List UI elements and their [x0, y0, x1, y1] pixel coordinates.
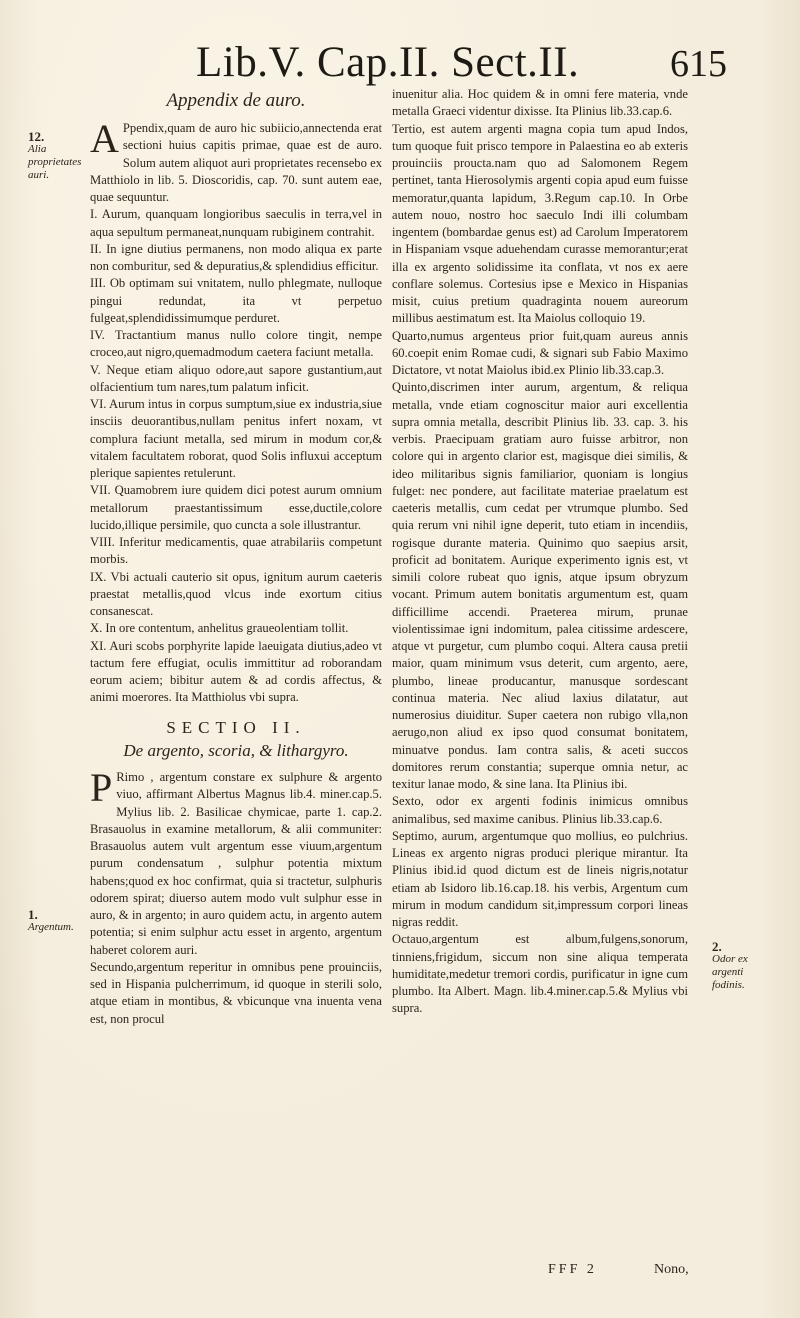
margin-note-number: 1. [28, 907, 38, 922]
body-paragraph: Octauo,argentum est album,fulgens,sonorum, tinniens,frigidum, siccum non sine aliqua temperata humiditate,medetur tremori cordis, purificatur in igne cum plumbo. Ita Albert. Magn. lib.4.miner.cap.5.& Mylius vbi supra. [392, 932, 688, 1016]
margin-note-text: Argentum. [28, 921, 74, 933]
left-column [90, 86, 382, 1028]
body-paragraph: inuenitur alia. Hoc quidem & in omni fere materia, vnde metalla Graeci videntur dixisse. Ita Plinius lib.33.cap.6. [392, 87, 688, 119]
appendix-item: VIII. Inferitur medicamentis, quae atrabilariis competunt morbis. [90, 535, 382, 567]
appendix-item: VI. Aurum intus in corpus sumptum,siue ex industria,siue insciis deuorantibus,nullam penitus infert noxam, vt complura faciunt metalla, sed mirum in modum cor,& vitalem facultatem roborat, quod Solis influxui acceptum plerique sapientes retulerunt. [90, 397, 382, 480]
signature-mark: FFF 2 [548, 1262, 597, 1277]
section-heading: SECTIO II. [166, 717, 306, 737]
appendix-item: VII. Quamobrem iure quidem dici potest aurum omnium metallorum praestantissimum esse,ductile,colore lucido,illique persimile, quo cuncta a sole illustrantur. [90, 483, 382, 532]
appendix-item: I. Aurum, quanquam longioribus saeculis in terra,vel in aqua sepultum permaneat,nunquam rubiginem contrahit. [90, 207, 382, 239]
right-column [392, 86, 688, 1018]
appendix-item: V. Neque etiam aliquo odore,aut sapore gustantium,aut olfacientium tum nares,tum palatum inficit. [90, 362, 382, 394]
appendix-item: III. Ob optimam sui vnitatem, nullo phlegmate, nulloque pingui redundat, ita vt perpetuo fulgeat,splendidissimumque perduret. [90, 276, 382, 325]
margin-note-text: Odor ex argenti fodinis. [712, 953, 748, 991]
body-paragraph: Sexto, odor ex argenti fodinis inimicus omnibus animalibus, sed maxime canibus. Plinius lib.33.cap.6. [392, 794, 688, 826]
appendix-item: XI. Auri scobs porphyrite lapide laeuigata diutius,adeo vt tactum fere effugiat, oculis immittitur ad roborandam eorum aciem; bibitur autem & ad cordis affectus, & animi moerores. Ita Matthiolus vbi supra. [90, 638, 382, 705]
body-paragraph: Septimo, aurum, argentumque quo mollius, eo pulchrius. Lineas ex argento nigras produci plerique mirantur. Ita Plinius ibid.id quod dictum est de lineis nigris,notatur etiam ab Isidoro lib.16.cap.18. his verbis, Argentum cum mirum in modum candidum sit,impressum corpori lineas nigras reddit. [392, 828, 688, 929]
running-head: Lib.V. Cap.II. Sect.II. [196, 39, 580, 86]
margin-note-number: 12. [28, 129, 45, 144]
margin-note-text: Alia proprietates auri. [28, 143, 82, 181]
appendix-item: IV. Tractantium manus nullo colore tingit, nempe croceo,aut nigro,quemadmodum caetera faciunt metalla. [90, 328, 382, 360]
section-subtitle: De argento, scoria, & lithargyro. [123, 740, 349, 760]
appendix-item: IX. Vbi actuali cauterio sit opus, ignitum aurum caeteris praestat metallis,quod vlcus inde exortum citius consanescat. [90, 569, 382, 618]
appendix-intro-text: Ppendix,quam de auro hic subiicio,annectenda erat sectioni huius capitis primae, quae est de auro. Solum autem aliquot auri proprietates recensebo ex Matthiolo in lib. 5. Dioscoridis, cap. 70. sunt autem eae, quae sequuntur. [90, 121, 382, 204]
appendix-title: Appendix de auro. [166, 90, 306, 111]
section-paragraph [90, 765, 382, 959]
section-paragraph: Secundo,argentum reperitur in omnibus pene prouinciis, sed in Hispania pulcherrimum, id quoque in sterili solo, atque etiam in montibus, & vbicunque vna inuenta vena est, non procul [90, 959, 382, 1026]
page-header [0, 34, 800, 94]
margin-note [28, 908, 84, 934]
appendix-item: II. In igne diutius permanens, non modo aliqua ex parte non comburitur, sed & depuratius,& splendidius efficitur. [90, 241, 382, 273]
margin-note [712, 940, 776, 992]
appendix-item: X. In ore contentum, anhelitus graueolentiam tollit. [90, 621, 349, 636]
drop-cap: P [90, 765, 113, 810]
body-paragraph: Quinto,discrimen inter aurum, argentum, & reliqua metalla, vnde etiam cognoscitur maior auri excellentia supra omnia metalla, describit Plinius lib. 33. cap. 3. his verbis. Praecipuam gratiam auro fuisse arbitror, non colore qui in argento clarior est, magisque diei similis, & ideo militaribus signis familiarior, quoniam is longius fulget: nec pondere, aut facilitate materiae praelatum est caeteris metallis, cum cedat per vtrumque plumbo. Sed quia rerum vni nihil igne deperit, tuto etiam in incendiis, rogisque durante materia. Quinimo quo saepius arsit, proficit ad bonitatem. Aurique experimento ignis est, vt simili colore rubeat quo ignis, atque ipsum obryzum vocant. Primum autem bonitatis argumentum est, quam difficillime accendi. Praeterea mirum, prunae violentissimae igni indomitum, palea citissime ardescere, atque vt purgetur, cum plumbo coqui. Altera causa pretii maior, quam minimum vsus deterit, cum argento, aere, plumbo, lineae producantur, manusque sordescant continua materia. Nec aliud laxius dilatatur, aut numerosius diuiditur. Super caetera non rubigo vlla,non aerugo,non aliud ex ipso quod consumat bonitatem, minuatve pondus. Iam contra salis, & aceti succos domitores rerum constantia; superque omnia netur, ac texitur lanae modo, & sine lana. Ita Plinius ibi. [392, 380, 688, 791]
drop-cap: A [90, 116, 119, 161]
body-paragraph: Tertio, est autem argenti magna copia tum apud Indos, tum quoque fuit prisco tempore in Palaestina eo ab exteris prouinciis proucta.nam quo ad Salomonem Regem pertinet, tanta Hierosolymis argenti copia apud eum fuisse memoratur,quanta lapidum, 3.Regum cap.10. In Orbe autem nouo, nostro hoc saeculo Indi illi columbam ingentem (bombardae genus est) ad Carolum Imperatorem in Hispaniam vsque aduehendam curasse memorantur;erat illa ex argento solidissime ita conflata, vt nos ex aere conflare solemus. Cortesius ipse e Mexico in Hispanias misit, cuius pretium quadraginta nouem aureorum millibus aestimatum est. Ita Maiolus colloquio 19. [392, 121, 688, 326]
appendix-intro [90, 116, 382, 206]
margin-note-number: 2. [712, 939, 722, 954]
margin-note [28, 130, 84, 182]
section-paragraph-text: Rimo , argentum constare ex sulphure & argento viuo, affirmant Albertus Magnus lib.4. miner.cap.5. Mylius lib. 2. Basilicae chymicae, parte 1. cap.2. Brasauolus in examine metallorum, & alii communiter: Brasauolus autem vult argentum esse viuum,argentum purum condensatum , sulphur potentia mixtum habens;quod ex hoc confirmat, quia si tractetur, sulphuris odorem spirat; diuerso autem modo vult sulphur esse in auro, & in argento; in auro quidem actu, in argento autem potentia; si enim sulphur actu esset in argento, argentum haberet colorem auri. [90, 770, 382, 957]
page-number: 615 [670, 43, 727, 85]
body-paragraph: Quarto,numus argenteus prior fuit,quam aureus annis 60.coepit enim Romae cudi, & signari sub Fabio Maximo Dictatore, vt notat Maiolus ibid.ex Plinio lib.33.cap.3. [392, 328, 688, 377]
catchword: Nono, [654, 1262, 689, 1277]
